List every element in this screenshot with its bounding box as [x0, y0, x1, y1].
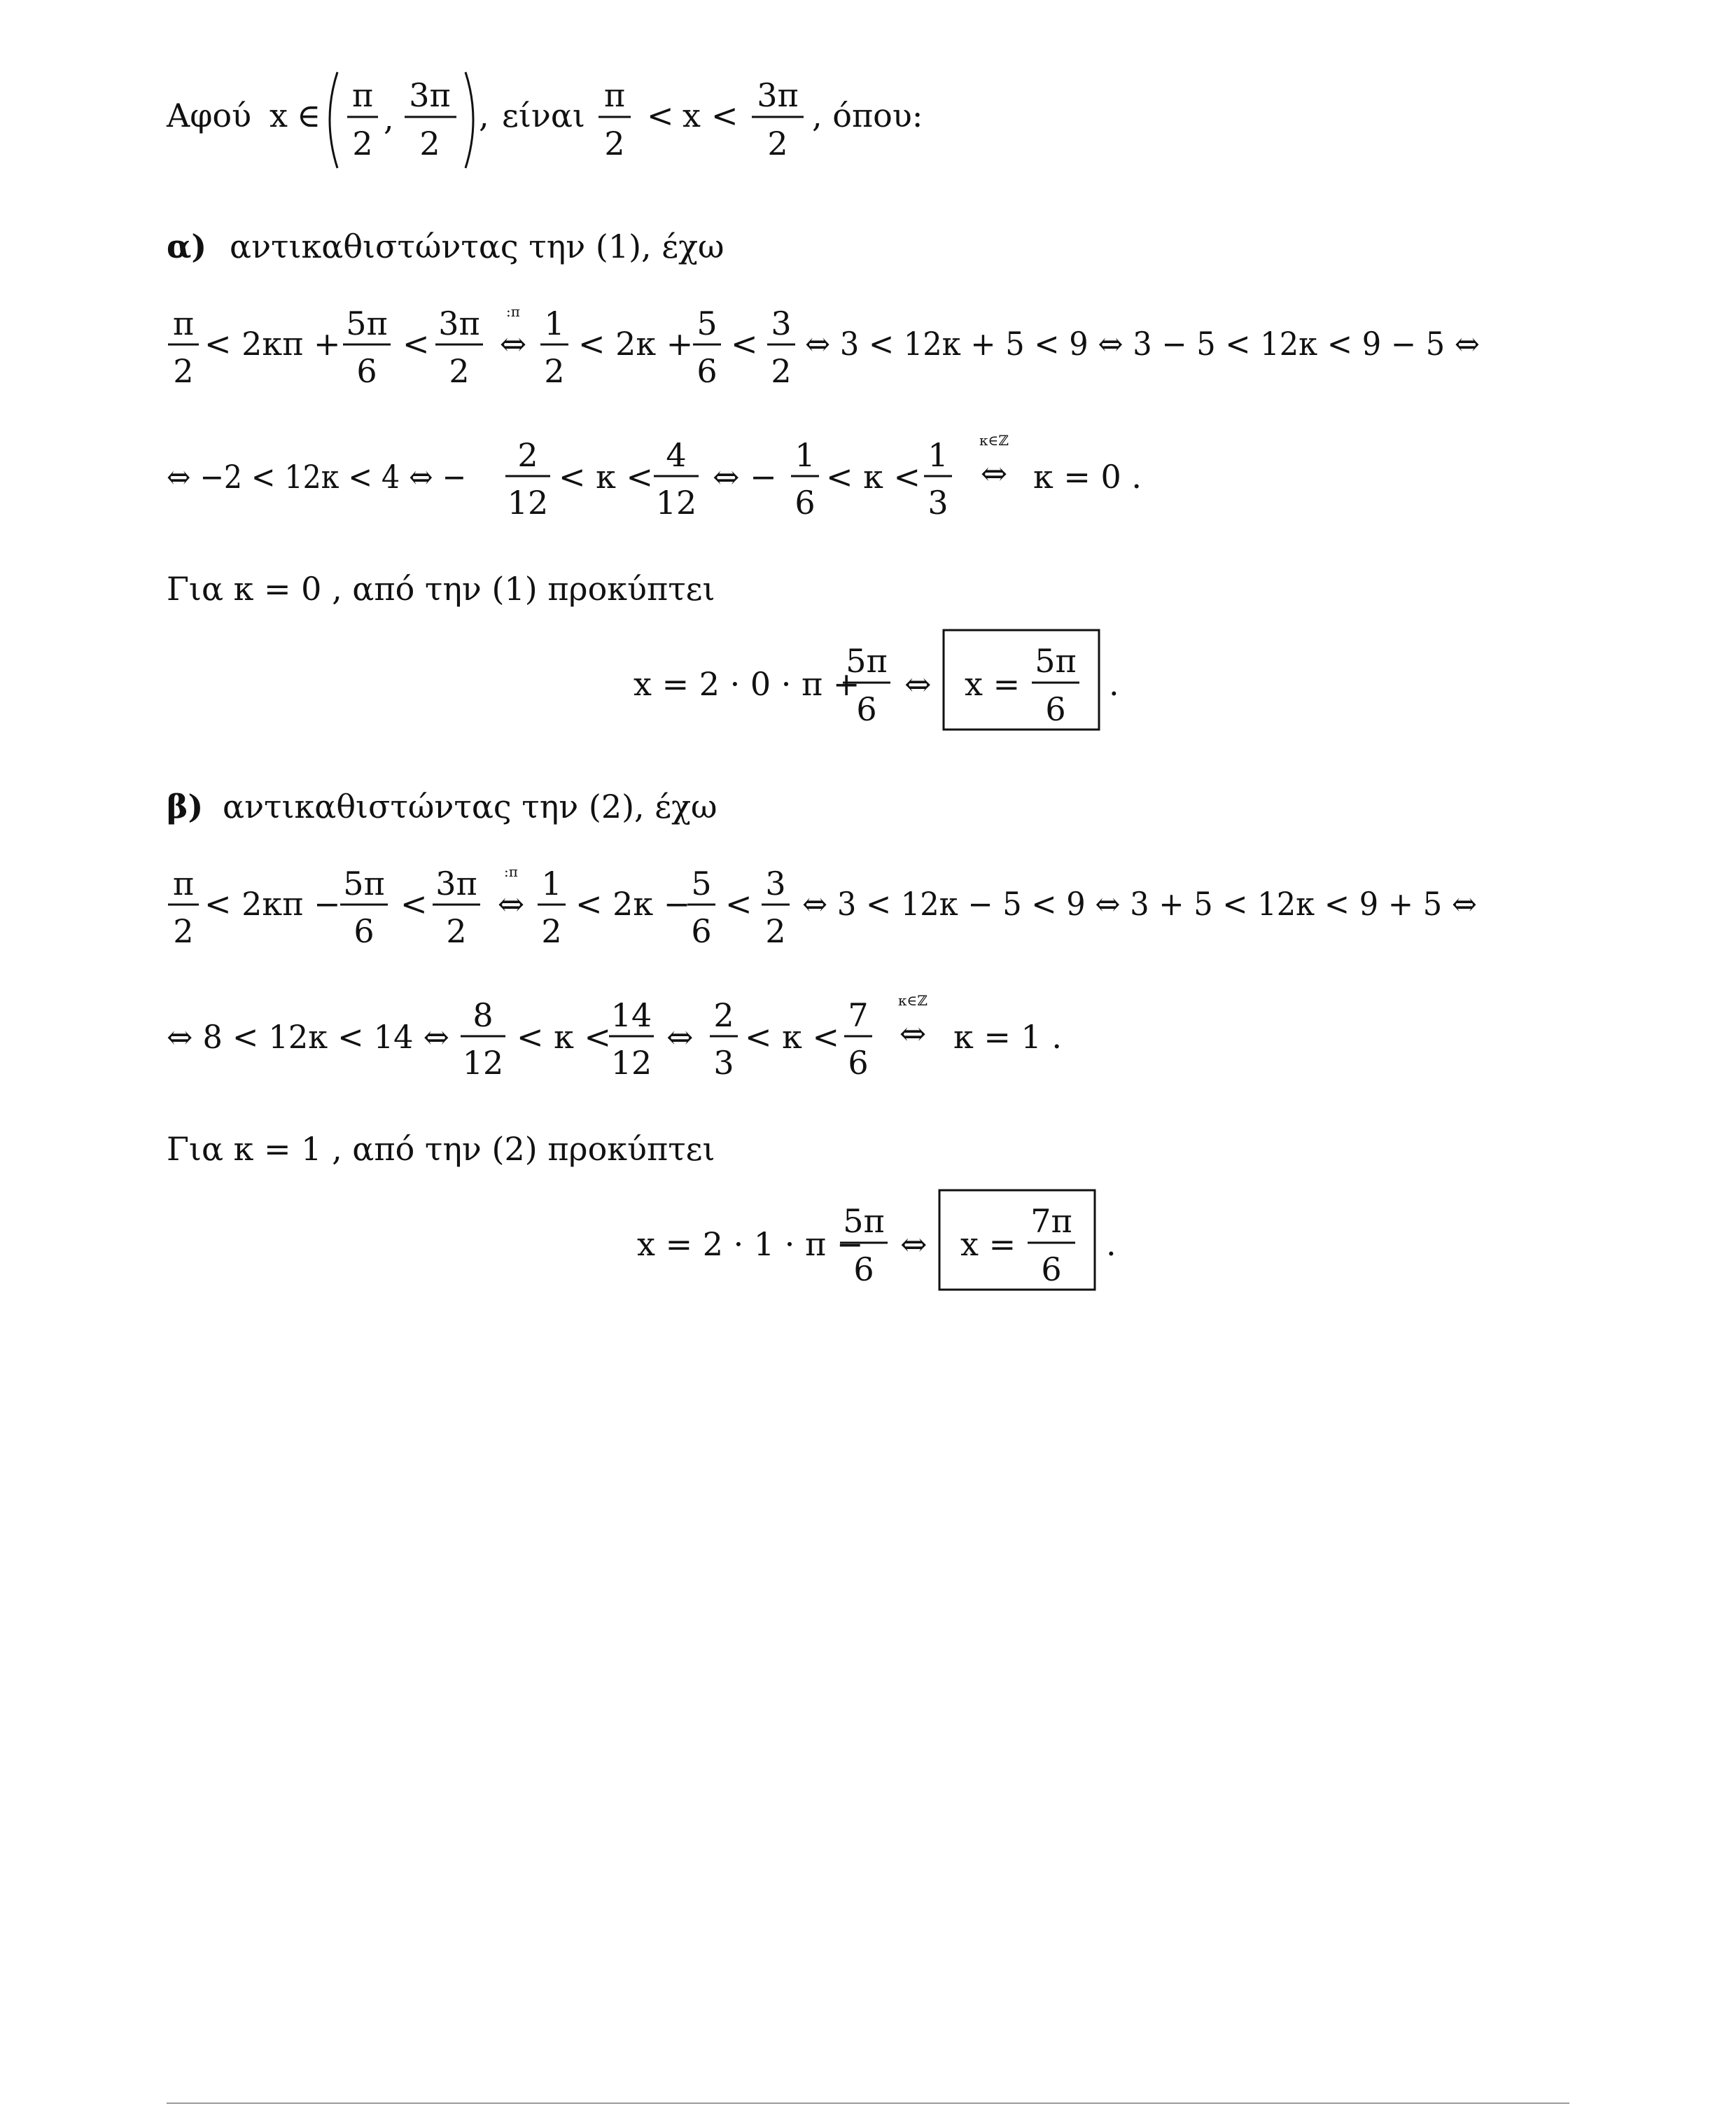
numerator: 2: [517, 436, 538, 474]
boxed-denominator: 6: [1045, 690, 1066, 728]
ineq-a-numerator: π: [603, 76, 626, 114]
part-b-heading-text: αντικαθιστώντας την (2), έχω: [223, 788, 718, 825]
expression: <: [725, 885, 752, 923]
numerator: 5: [696, 305, 718, 342]
denominator: 3: [713, 1044, 734, 1082]
intro-x: x: [270, 97, 288, 134]
intro-comma: ,: [479, 97, 489, 134]
numerator: 3π: [435, 865, 477, 902]
numerator: 5π: [346, 305, 388, 342]
expression: < κ <: [559, 458, 654, 496]
part-b-line-2: [167, 992, 1062, 1082]
numerator: 1: [544, 305, 565, 342]
denominator: 6: [696, 352, 718, 390]
denominator: 2: [449, 352, 470, 390]
denominator: 2: [541, 912, 562, 950]
arrow-annotation: :π: [506, 303, 520, 320]
interval-b-numerator: 3π: [409, 76, 451, 114]
intro-line: [166, 72, 923, 168]
denominator: 2: [544, 352, 565, 390]
ineq-lt: <: [647, 97, 674, 134]
numerator: 2: [713, 996, 734, 1034]
page-bottom-rule: [167, 2102, 1569, 2104]
close-paren: [465, 72, 473, 168]
boxed-denominator: 6: [1041, 1250, 1062, 1288]
numerator: 1: [794, 436, 816, 474]
expression: ⇔ 3 < 12κ − 5 < 9 ⇔ 3 + 5 < 12κ < 9 + 5 ⇔: [802, 885, 1477, 923]
period: .: [1106, 1225, 1116, 1263]
equivalence-arrow: ⇔: [497, 885, 525, 923]
denominator: 2: [173, 352, 194, 390]
expression: < 2κ −: [575, 885, 691, 923]
expression: < κ <: [826, 458, 921, 496]
ineq-lt: <: [711, 97, 738, 134]
equivalence-arrow: ⇔: [899, 1014, 927, 1052]
numerator: 5π: [343, 865, 385, 902]
denominator: 6: [354, 912, 374, 950]
part-a-result: [167, 570, 1119, 730]
part-a-heading: [167, 228, 724, 265]
ineq-b-denominator: 2: [767, 125, 788, 162]
part-b-heading: [167, 788, 718, 825]
equivalence-arrow: ⇔: [980, 454, 1008, 492]
numerator: 1: [927, 436, 948, 474]
denominator: 2: [173, 912, 194, 950]
numerator: 5: [691, 865, 712, 902]
denominator: 12: [462, 1044, 504, 1082]
numerator: 1: [541, 865, 562, 902]
numerator: 3π: [438, 305, 480, 342]
boxed-answer-lhs: x =: [965, 665, 1021, 703]
denominator: 12: [507, 484, 549, 522]
part-a-heading-text: αντικαθιστώντας την (1), έχω: [230, 228, 724, 265]
expression: < κ <: [517, 1018, 612, 1056]
equivalence-arrow: ⇔: [499, 325, 527, 363]
denominator: 6: [853, 1250, 874, 1288]
expression: < 2κ +: [578, 325, 694, 363]
denominator: 12: [610, 1044, 652, 1082]
arrow-annotation: κ∈ℤ: [979, 432, 1009, 449]
open-paren: [330, 72, 337, 168]
interval-a-denominator: 2: [352, 125, 373, 162]
interval-b-denominator: 2: [419, 125, 440, 162]
part-b-result: [167, 1130, 1116, 1290]
denominator: 6: [356, 352, 377, 390]
expression: x = 2 · 1 · π −: [637, 1225, 864, 1263]
boxed-numerator: 7π: [1030, 1202, 1072, 1240]
numerator: 3: [771, 305, 792, 342]
expression: < 2κπ +: [204, 325, 341, 363]
result-text: Για κ = 1 , από την (2) προκύπτει: [167, 1130, 715, 1168]
interval-comma: ,: [384, 99, 394, 137]
part-a-line-2: [167, 432, 1142, 522]
numerator: 8: [472, 996, 493, 1034]
interval-a-numerator: π: [351, 76, 374, 114]
boxed-numerator: 5π: [1035, 642, 1077, 680]
expression: ⇔ −: [713, 458, 777, 496]
intro-tail: , όπου:: [812, 97, 923, 134]
expression: ⇔ −2 < 12κ < 4 ⇔ −: [167, 458, 466, 496]
expression: κ = 0 .: [1033, 458, 1142, 496]
arrow-annotation: κ∈ℤ: [898, 992, 927, 1009]
expression: ⇔: [666, 1018, 694, 1056]
denominator: 3: [927, 484, 948, 522]
expression: <: [402, 325, 430, 363]
equivalence-arrow: ⇔: [900, 1225, 927, 1263]
part-a-line-1: [168, 303, 1480, 390]
expression: <: [400, 885, 428, 923]
numerator: 7: [848, 996, 869, 1034]
denominator: 6: [856, 690, 877, 728]
ineq-x: x: [682, 97, 701, 134]
denominator: 2: [771, 352, 792, 390]
numerator: π: [172, 305, 195, 342]
arrow-annotation: :π: [504, 863, 518, 880]
numerator: 5π: [843, 1202, 885, 1240]
intro-einai: είναι: [502, 97, 585, 134]
boxed-answer-lhs: x =: [960, 1225, 1016, 1263]
part-b-label: β): [167, 788, 204, 825]
intro-lead: Αφού: [167, 97, 252, 134]
numerator: 14: [610, 996, 652, 1034]
equivalence-arrow: ⇔: [904, 665, 932, 703]
numerator: 5π: [846, 642, 888, 680]
numerator: 4: [666, 436, 687, 474]
numerator: 3: [765, 865, 786, 902]
ineq-b-numerator: 3π: [757, 76, 799, 114]
expression: x = 2 · 0 · π +: [634, 665, 860, 703]
denominator: 6: [691, 912, 712, 950]
expression: <: [731, 325, 758, 363]
part-a-label: α): [167, 228, 207, 265]
denominator: 6: [794, 484, 816, 522]
denominator: 2: [765, 912, 786, 950]
element-of-symbol: ∈: [297, 97, 321, 134]
ineq-a-denominator: 2: [604, 125, 625, 162]
period: .: [1109, 665, 1119, 703]
expression: κ = 1 .: [953, 1018, 1063, 1056]
expression: ⇔ 3 < 12κ + 5 < 9 ⇔ 3 − 5 < 12κ < 9 − 5 ⇔: [805, 325, 1480, 363]
numerator: π: [172, 865, 195, 902]
expression: ⇔ 8 < 12κ < 14 ⇔: [167, 1018, 449, 1056]
expression: < 2κπ −: [204, 885, 341, 923]
result-text: Για κ = 0 , από την (1) προκύπτει: [167, 570, 715, 608]
denominator: 6: [848, 1044, 869, 1082]
expression: < κ <: [745, 1018, 840, 1056]
part-b-line-1: [168, 863, 1477, 950]
denominator: 12: [655, 484, 697, 522]
denominator: 2: [446, 912, 467, 950]
